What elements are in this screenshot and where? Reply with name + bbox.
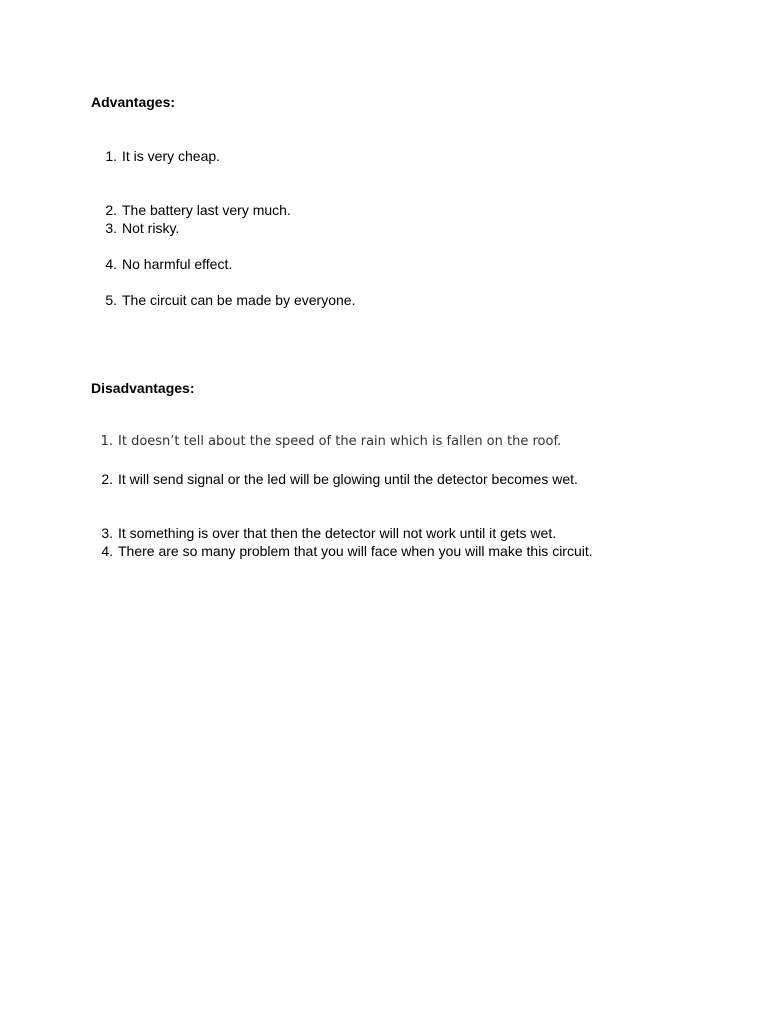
list-item-text: It doesn’t tell about the speed of the rain which is fallen on the roof. <box>118 434 562 449</box>
list-number: 1. <box>100 434 113 449</box>
list-item-text: Not risky. <box>122 220 180 236</box>
list-item-text: It is very cheap. <box>122 148 221 164</box>
list-number: 5. <box>105 292 117 308</box>
list-item-text: No harmful effect. <box>122 256 233 272</box>
list-item-text: It will send signal or the led will be glowing until the detector becomes wet. <box>118 471 578 487</box>
list-item-text: The battery last very much. <box>122 202 291 218</box>
list-number: 4. <box>101 543 113 559</box>
advantages-heading: Advantages: <box>91 94 176 110</box>
list-item-text: The circuit can be made by everyone. <box>122 292 356 308</box>
list-number: 2. <box>105 202 117 218</box>
list-item-text: It something is over that then the detector will not work until it gets wet. <box>118 525 557 541</box>
list-number: 3. <box>101 525 113 541</box>
list-number: 2. <box>101 471 113 487</box>
list-number: 3. <box>105 220 117 236</box>
disadvantages-heading: Disadvantages: <box>91 380 195 396</box>
list-item-text: There are so many problem that you will face when you will make this circuit. <box>118 543 593 559</box>
list-number: 1. <box>105 148 117 164</box>
list-number: 4. <box>105 256 117 272</box>
